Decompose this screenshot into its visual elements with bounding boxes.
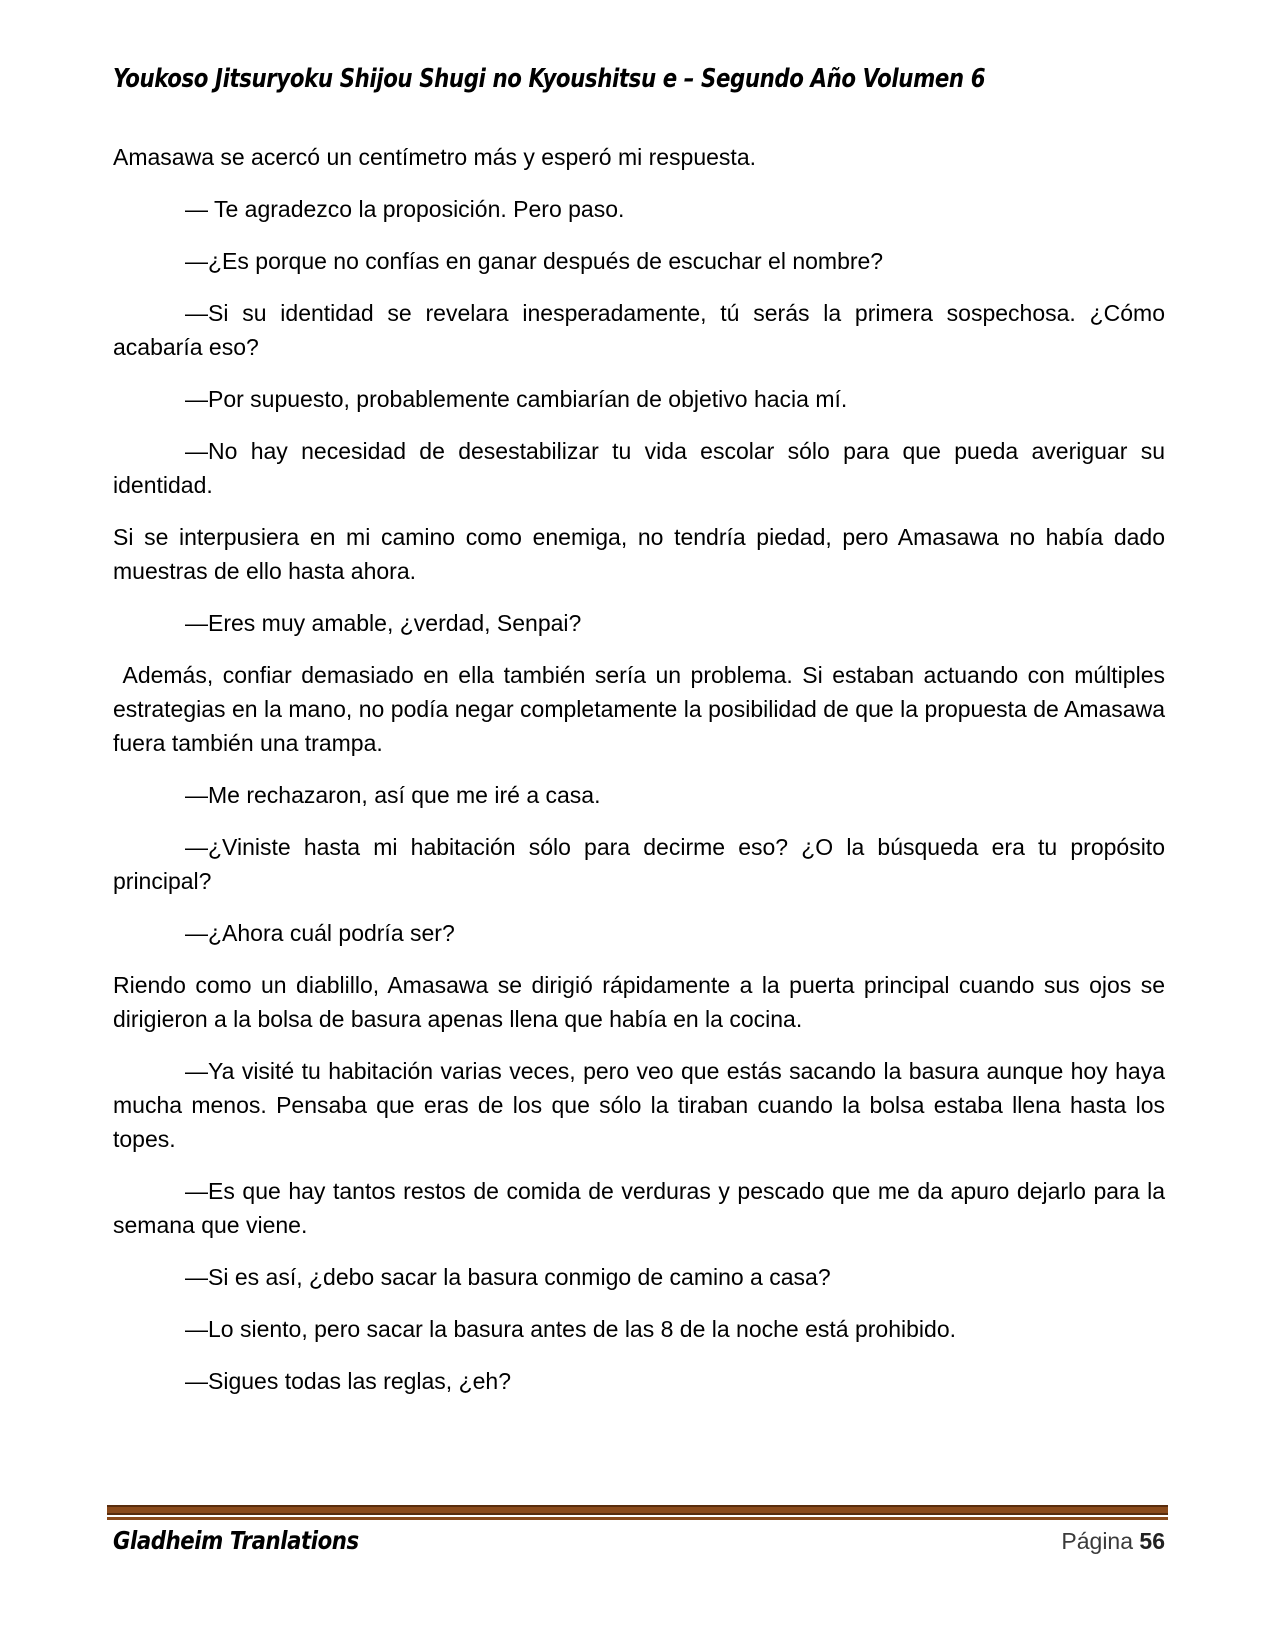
paragraph: —¿Ahora cuál podría ser? — [185, 920, 455, 946]
footer-rule-thin-line — [107, 1517, 1168, 1520]
body-text — [113, 140, 1165, 1416]
paragraph: —Si es así, ¿debo sacar la basura conmigo de camino a casa? — [185, 1264, 831, 1290]
paragraph: —Es que hay tantos restos de comida de verduras y pescado que me da apuro dejarlo para la semana que viene. — [113, 1178, 1165, 1238]
paragraph: —Por supuesto, probablemente cambiarían de objetivo hacia mí. — [185, 386, 848, 412]
paragraph: —¿Es porque no confías en ganar después de escuchar el nombre? — [185, 248, 884, 274]
page-header — [113, 64, 1173, 94]
footer-page-label: Página — [1061, 1528, 1134, 1554]
footer-translator: Gladheim Tranlations — [113, 1526, 359, 1555]
paragraph: —Si su identidad se revelara inesperadamente, tú serás la primera sospechosa. ¿Cómo acabaría eso? — [113, 300, 1165, 360]
paragraph: Riendo como un diablillo, Amasawa se dirigió rápidamente a la puerta principal cuando sus ojos se dirigieron a la bolsa de basura apenas llena que había en la cocina. — [113, 972, 1165, 1032]
page-footer — [113, 1526, 1165, 1555]
footer-rule — [107, 1505, 1168, 1520]
paragraph: —Ya visité tu habitación varias veces, pero veo que estás sacando la basura aunque hoy haya mucha menos. Pensaba que eras de los que sólo la tiraban cuando la bolsa estaba llena hasta los topes. — [113, 1058, 1165, 1152]
paragraph: —Sigues todas las reglas, ¿eh? — [185, 1368, 512, 1394]
paragraph: Si se interpusiera en mi camino como enemiga, no tendría piedad, pero Amasawa no había dado muestras de ello hasta ahora. — [113, 524, 1165, 584]
footer-page-number — [1061, 1528, 1165, 1555]
paragraph: — Te agradezco la proposición. Pero paso. — [185, 196, 625, 222]
footer-page-num-value: 56 — [1139, 1528, 1165, 1554]
paragraph: Amasawa se acercó un centímetro más y esperó mi respuesta. — [113, 144, 757, 170]
paragraph: —Me rechazaron, así que me iré a casa. — [185, 782, 601, 808]
paragraph: —Lo siento, pero sacar la basura antes de las 8 de la noche está prohibido. — [185, 1316, 956, 1342]
paragraph: —No hay necesidad de desestabilizar tu vida escolar sólo para que pueda averiguar su identidad. — [113, 438, 1165, 498]
paragraph: —Eres muy amable, ¿verdad, Senpai? — [185, 610, 582, 636]
paragraph: Además, confiar demasiado en ella también sería un problema. Si estaban actuando con múltiples estrategias en la mano, no podía negar completamente la posibilidad de que la propuesta de Amasawa fuera también una trampa. — [113, 662, 1165, 756]
paragraph: —¿Viniste hasta mi habitación sólo para decirme eso? ¿O la búsqueda era tu propósito principal? — [113, 834, 1165, 894]
footer-rule-thick-line — [107, 1505, 1168, 1515]
header-title: Youkoso Jitsuryoku Shijou Shugi no Kyoushitsu e – Segundo Año Volumen 6 — [113, 64, 986, 94]
